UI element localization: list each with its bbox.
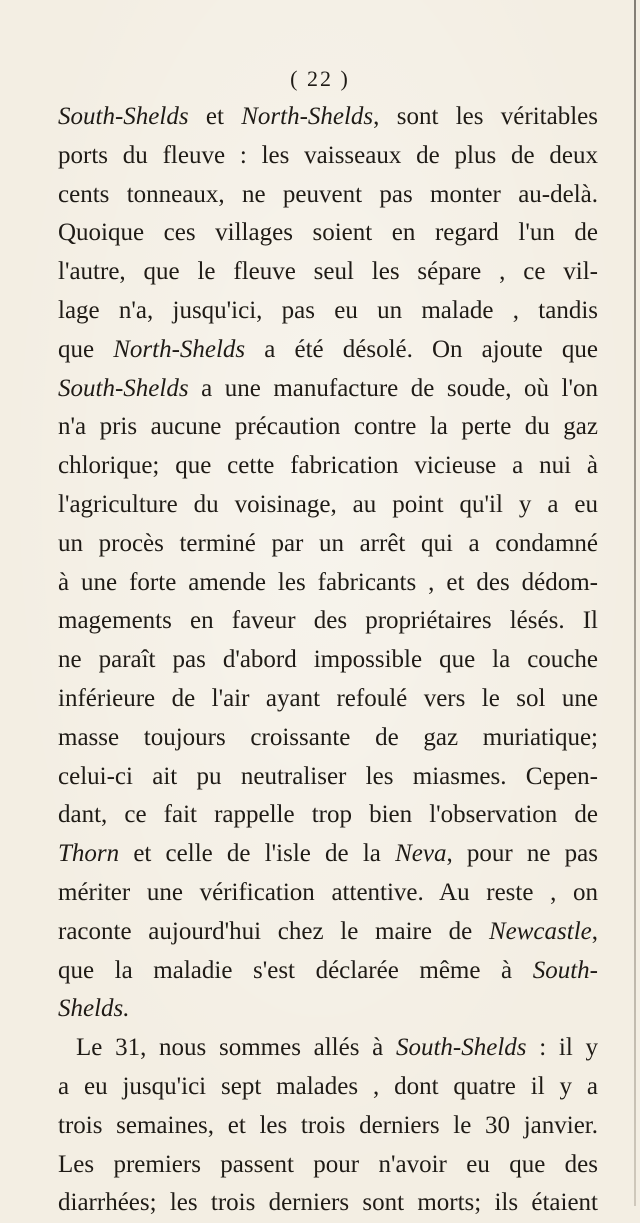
text-segment: raconte aujourd'hui chez le maire de [58, 917, 489, 945]
text-segment: Le 31, nous sommes allés à [76, 1034, 396, 1062]
text-line [58, 137, 598, 176]
text-segment: celui-ci ait pu neutraliser les miasmes. Cepen- [58, 762, 598, 790]
text-line [58, 680, 598, 719]
text-line [58, 602, 598, 641]
text-line [58, 1107, 598, 1146]
text-line [58, 1184, 598, 1223]
text-segment: , [591, 917, 598, 945]
text-line [58, 525, 598, 564]
text-line [58, 370, 598, 409]
text-segment: n'a pris aucune précaution contre la perte du gaz [58, 413, 598, 441]
text-segment: ne paraît pas d'abord impossible que la couche [58, 646, 598, 674]
text-segment: l'autre, que le fleuve seul les sépare , ce vil- [58, 258, 598, 286]
text-line [58, 486, 598, 525]
text-segment: magements en faveur des propriétaires lésés. Il [58, 607, 598, 635]
text-segment: , sont les véritables [373, 103, 598, 130]
text-line [58, 874, 598, 913]
text-segment: a été désolé. On ajoute que [245, 335, 598, 363]
text-segment: un procès terminé par un arrêt qui a condamné [58, 529, 598, 557]
text-line [58, 98, 598, 137]
italic-text: South- [532, 956, 598, 984]
page-number: ( 22 ) [290, 66, 350, 91]
text-line [58, 564, 598, 603]
text-segment: chlorique; que cette fabrication vicieuse a nui à [58, 452, 598, 480]
italic-text: South-Shelds [58, 374, 189, 402]
text-line [58, 1068, 598, 1107]
text-segment: que la maladie s'est déclarée même à [58, 956, 533, 984]
text-line [58, 641, 598, 680]
text-line [58, 758, 598, 797]
text-segment: Les premiers passent pour n'avoir eu que des [58, 1150, 598, 1178]
text-segment: et celle de l'isle de la [119, 840, 396, 868]
italic-text: Neva [395, 840, 447, 868]
text-segment: a eu jusqu'ici sept malades , dont quatre il y a [58, 1072, 598, 1100]
text-segment: dant, ce fait rappelle trop bien l'observation de [58, 801, 598, 829]
italic-text: South-Shelds [395, 1034, 527, 1062]
text-segment: mériter une vérification attentive. Au reste , on [58, 878, 598, 906]
text-line [58, 214, 598, 253]
text-segment: , pour ne pas [446, 840, 599, 868]
text-segment: ports du fleuve : les vaisseaux de plus de deux [58, 141, 598, 169]
text-line [58, 176, 598, 215]
text-line [58, 292, 598, 331]
text-line [58, 1146, 598, 1185]
text-line [58, 952, 598, 991]
text-segment: masse toujours croissante de gaz muriatique; [58, 723, 598, 751]
italic-text: Thorn [58, 840, 120, 868]
text-segment: inférieure de l'air ayant refoulé vers le sol une [58, 684, 598, 712]
text-line [58, 331, 598, 370]
text-line [58, 253, 598, 292]
text-line [58, 835, 598, 874]
italic-text: North-Shelds [113, 335, 246, 363]
text-segment: que [58, 335, 114, 363]
text-segment: à une forte amende les fabricants , et des dédom- [58, 568, 598, 596]
text-segment: lage n'a, jusqu'ici, pas eu un malade , tandis [58, 296, 598, 324]
text-segment: cents tonneaux, ne peuvent pas monter au-delà. [58, 180, 598, 208]
text-line [58, 1029, 598, 1068]
italic-text: Shelds. [58, 995, 130, 1023]
text-line [58, 796, 598, 835]
italic-text: South-Shelds [58, 103, 189, 130]
text-line [58, 913, 598, 952]
text-segment: et [188, 103, 242, 130]
text-line [58, 719, 598, 758]
text-line [58, 408, 598, 447]
italic-text: North-Shelds [241, 103, 374, 130]
text-segment: trois semaines, et les trois derniers le 30 janvier. [58, 1111, 598, 1139]
text-segment: diarrhées; les trois derniers sont morts; ils étaient [58, 1189, 598, 1217]
page-edge-shadow [634, 0, 636, 1206]
text-line [58, 990, 598, 1029]
text-line [58, 447, 598, 486]
text-segment: a une manufacture de soude, où l'on [188, 374, 598, 402]
text-segment: l'agriculture du voisinage, au point qu'il y a eu [58, 490, 598, 518]
body-text [58, 98, 598, 1223]
text-segment: : il y [526, 1034, 599, 1062]
text-segment: Quoique ces villages soient en regard l'un de [58, 219, 598, 247]
italic-text: Newcastle [488, 917, 592, 945]
